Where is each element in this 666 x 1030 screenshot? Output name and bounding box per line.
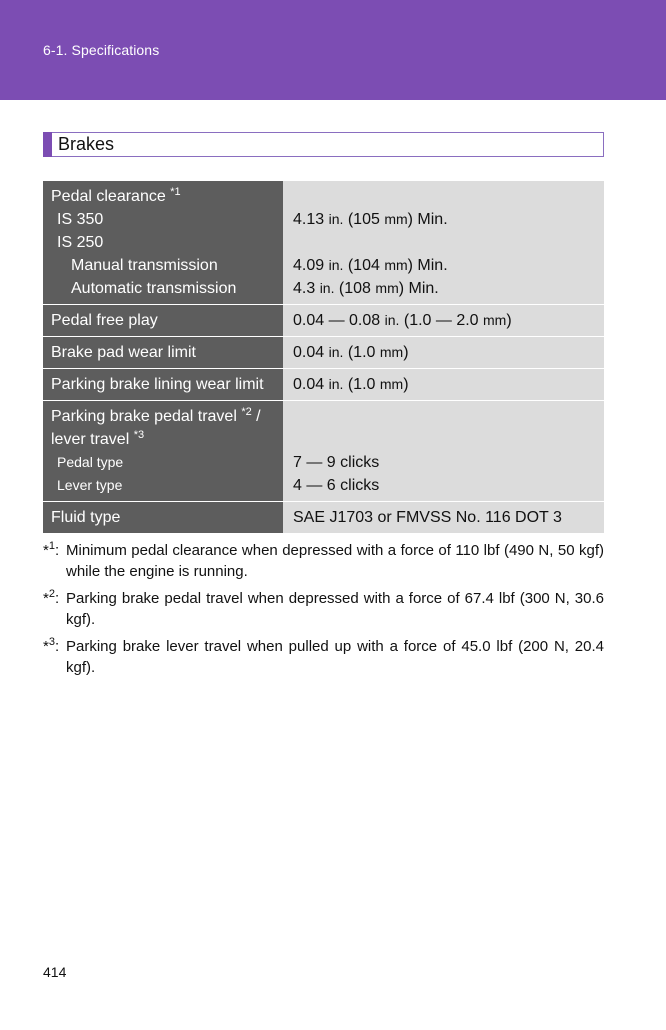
footnote-mark: *$^1$: <box>43 540 60 559</box>
is350-value: 4.13 in. (105 mm) Min. <box>293 211 448 228</box>
footnote-2 <box>43 588 604 630</box>
pedal-free-play-value: 0.04 — 0.08 in. (1.0 — 2.0 mm) <box>283 305 604 337</box>
footnote-3 <box>43 636 604 678</box>
label-cell <box>43 181 283 305</box>
footnote-mark: *$^3$: <box>43 636 60 655</box>
parking-travel-heading: Parking brake pedal travel $^{*2}$ / <box>51 406 261 425</box>
brake-pad-value: 0.04 in. (1.0 mm) <box>283 337 604 369</box>
manual-transmission-label: Manual transmission <box>71 257 218 274</box>
footnote-1 <box>43 540 604 582</box>
table-row-lining <box>43 369 604 401</box>
section-title-label: Brakes <box>58 134 115 154</box>
brake-pad-label: Brake pad wear limit <box>43 337 283 369</box>
section-accent-bar <box>43 132 52 157</box>
table-row-parking-travel <box>43 401 604 502</box>
lever-type-value: 4 — 6 clicks <box>293 477 380 494</box>
footnote-ref: *2 <box>241 406 252 418</box>
table-row-fluid <box>43 502 604 534</box>
pedal-clearance-label: Pedal clearance <box>51 188 171 205</box>
is250-label: IS 250 <box>57 234 104 251</box>
page-number: 414 <box>43 964 67 980</box>
automatic-transmission-value: 4.3 in. (108 mm) Min. <box>293 280 439 297</box>
automatic-transmission-label: Automatic transmission <box>71 280 237 297</box>
table-row-brake-pad <box>43 337 604 369</box>
breadcrumb: 6-1. Specifications <box>43 42 160 58</box>
brake-spec-table <box>43 181 604 534</box>
value-cell <box>283 181 604 305</box>
footnotes <box>43 540 604 684</box>
footnote-mark: *$^2$: <box>43 588 60 607</box>
fluid-type-label: Fluid type <box>43 502 283 534</box>
table-row-pedal-clearance <box>43 181 604 305</box>
fluid-type-value: SAE J1703 or FMVSS No. 116 DOT 3 <box>283 502 604 534</box>
table-row-pedal-free-play <box>43 305 604 337</box>
footnote-text: Parking brake lever travel when pulled up with a force of 45.0 lbf (200 N, 20.4 kgf). <box>66 638 604 676</box>
footnote-ref: *1 <box>170 186 181 198</box>
lining-label: Parking brake lining wear limit <box>43 369 283 401</box>
footnote-ref: *3 <box>133 429 145 441</box>
pedal-type-value: 7 — 9 clicks <box>293 454 380 471</box>
lever-type-label: Lever type <box>57 477 123 493</box>
manual-transmission-value: 4.09 in. (104 mm) Min. <box>293 257 448 274</box>
header-band <box>0 0 666 100</box>
pedal-clearance-heading <box>51 185 275 208</box>
lining-value: 0.04 in. (1.0 mm) <box>283 369 604 401</box>
label-cell <box>43 401 283 502</box>
section-title <box>43 132 604 157</box>
value-cell <box>283 401 604 502</box>
footnote-text: Minimum pedal clearance when depressed with a force of 110 lbf (490 N, 50 kgf) while the engine is running. <box>66 542 604 580</box>
pedal-free-play-label: Pedal free play <box>43 305 283 337</box>
pedal-type-label: Pedal type <box>57 454 124 470</box>
parking-travel-heading-2: lever travel $^{*3}$ <box>51 429 145 448</box>
is350-label: IS 350 <box>57 211 104 228</box>
footnote-text: Parking brake pedal travel when depressed with a force of 67.4 lbf (300 N, 30.6 kgf). <box>66 590 604 628</box>
